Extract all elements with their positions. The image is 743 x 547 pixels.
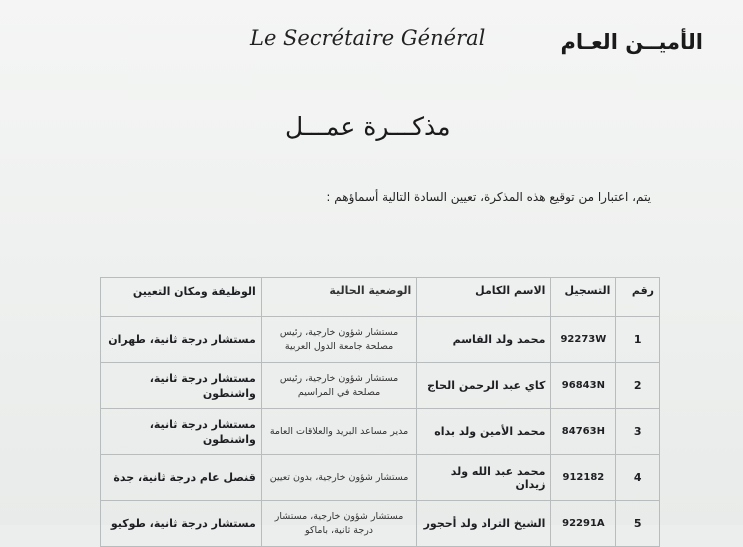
row-status: مستشار شؤون خارجية، رئيس مصلحة في المراسيم [261,363,416,409]
table-header-row [101,278,660,317]
memo-title: مذكـــرة عمـــل [285,112,451,141]
row-status: مستشار شؤون خارجية، رئيس مصلحة جامعة الدول العربية [261,317,416,363]
table-row [101,409,660,455]
row-reg: 84763H [551,409,616,455]
appointments-table [100,277,660,547]
row-job: مستشار درجة ثانية، طوكيو [101,501,262,547]
table-row [101,363,660,409]
row-name: محمد عبد الله ولد زيدان [417,455,551,501]
row-name: الشيخ التراد ولد أحجور [417,501,551,547]
table-row [101,317,660,363]
row-num: 1 [616,317,660,363]
row-num: 3 [616,409,660,455]
row-job: قنصل عام درجة ثانية، جدة [101,455,262,501]
row-num: 5 [616,501,660,547]
header-status: الوضعية الحالية [261,278,416,317]
header-name: الاسم الكامل [417,278,551,317]
row-name: محمد ولد القاسم [417,317,551,363]
table-row [101,501,660,547]
row-job: مستشار درجة ثانية، واشنطون [101,363,262,409]
memo-intro: يتم، اعتبارا من توقيع هذه المذكرة، تعيين السادة التالية أسماؤهم : [326,190,651,204]
header-title-fr: Le Secrétaire Général [250,26,486,50]
header-title-ar: الأميــن العـام [560,30,703,54]
row-reg: 96843N [551,363,616,409]
row-num: 4 [616,455,660,501]
row-status: مستشار شؤون خارجية، مستشار درجة ثانية، باماكو [261,501,416,547]
row-job: مستشار درجة ثانية، طهران [101,317,262,363]
row-name: كاي عبد الرحمن الحاج [417,363,551,409]
row-job: مستشار درجة ثانية، واشنطون [101,409,262,455]
row-status: مدير مساعد البريد والعلاقات العامة [261,409,416,455]
table-row [101,455,660,501]
row-reg: 912182 [551,455,616,501]
row-num: 2 [616,363,660,409]
row-name: محمد الأمين ولد بداه [417,409,551,455]
header-num: رقم [616,278,660,317]
row-reg: 92273W [551,317,616,363]
header-job: الوظيفة ومكان التعيين [101,278,262,317]
row-status: مستشار شؤون خارجية، بدون تعيين [261,455,416,501]
header-reg: التسجيل [551,278,616,317]
row-reg: 92291A [551,501,616,547]
